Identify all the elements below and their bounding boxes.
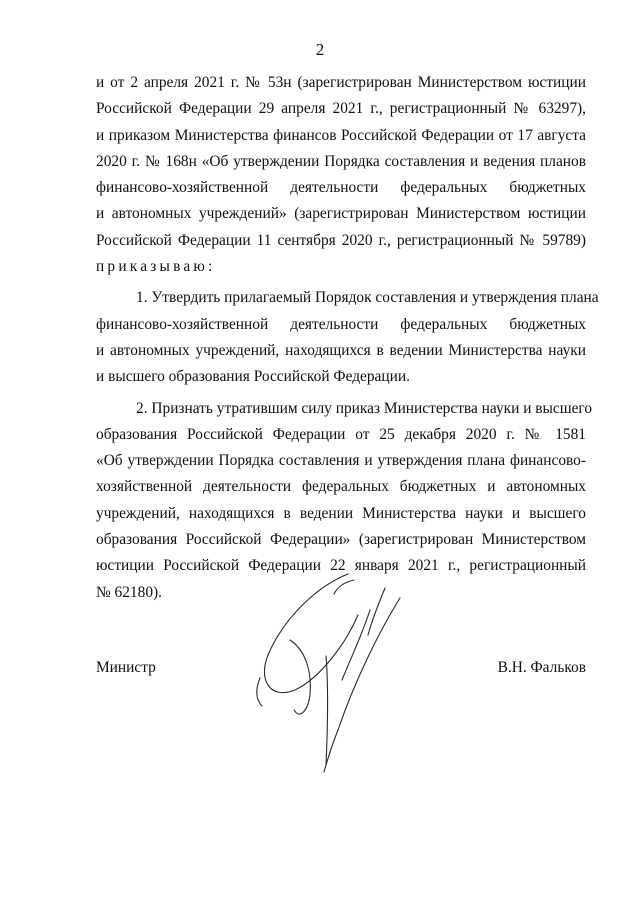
paragraph-1-line: и высшего образования Российской Федерации.: [96, 368, 410, 386]
paragraph-2-line: юстиции Российской Федерации 22 января 2021 г., регистрационный: [96, 557, 586, 575]
paragraph-1-line: финансово-хозяйственной деятельности федеральных бюджетных: [96, 315, 586, 333]
paragraph-2-line: образования Российской Федерации от 25 декабря 2020 г. № 1581: [96, 425, 586, 443]
paragraph-2-line: образования Российской Федерации» (зарегистрирован Министерством: [96, 531, 586, 549]
text-line: финансово-хозяйственной деятельности федеральных бюджетных: [96, 179, 586, 197]
document-body: [96, 70, 599, 606]
text-line: Российской Федерации 29 апреля 2021 г., регистрационный № 63297),: [96, 100, 586, 118]
paragraph-2-line: «Об утверждении Порядка составления и утверждения плана финансово-: [96, 452, 586, 470]
signatory-position: Министр: [96, 659, 156, 676]
page-number: 2: [315, 40, 325, 59]
paragraph-2-line: хозяйственной деятельности федеральных бюджетных и автономных: [96, 478, 586, 496]
text-line: Российской Федерации 11 сентября 2020 г., регистрационный № 59789): [96, 231, 586, 249]
paragraph-2-line: учреждений, находящихся в ведении Министерства науки и высшего: [96, 504, 586, 522]
paragraph-1-line: 1. Утвердить прилагаемый Порядок составления и утверждения плана: [136, 289, 599, 307]
paragraph-1-line: и автономных учреждений, находящихся в ведении Министерства науки: [96, 341, 586, 359]
paragraph-2-line: 2. Признать утратившим силу приказ Министерства науки и высшего: [136, 399, 593, 417]
text-line: и автономных учреждений» (зарегистрирован Министерством юстиции: [96, 205, 586, 223]
text-line: и приказом Министерства финансов Российской Федерации от 17 августа: [96, 126, 586, 144]
signatory-name: В.Н. Фальков: [497, 659, 586, 676]
signature-block: [96, 655, 586, 681]
order-keyword: приказываю:: [96, 258, 216, 276]
text-line: 2020 г. № 168н «Об утверждении Порядка составления и ведения планов: [96, 152, 586, 170]
text-line: и от 2 апреля 2021 г. № 53н (зарегистрирован Министерством юстиции: [96, 74, 586, 91]
paragraph-2-line: № 62180).: [96, 583, 162, 601]
